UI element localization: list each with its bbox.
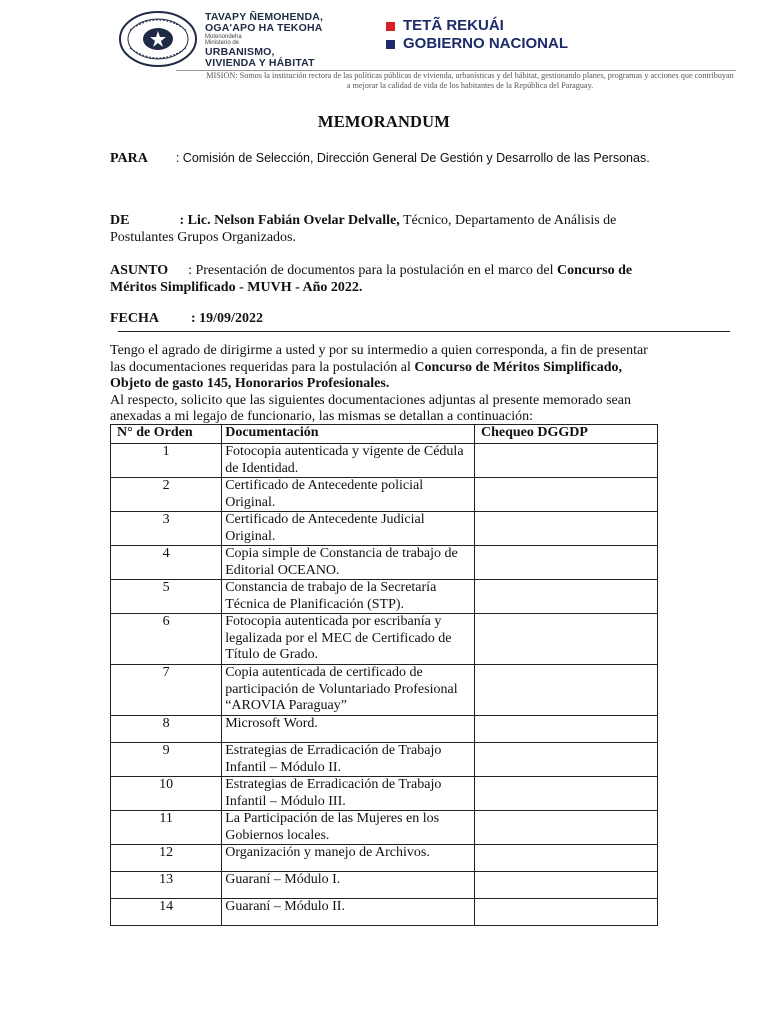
table-row <box>111 777 658 811</box>
order-number-cell: 10 <box>111 777 222 811</box>
documentation-cell: Estrategias de Erradicación de Trabajo Infantil – Módulo III. <box>222 777 475 811</box>
fecha-value: : 19/09/2022 <box>191 311 263 326</box>
order-number-cell: 9 <box>111 743 222 777</box>
documentation-cell: Guaraní – Módulo II. <box>222 899 475 926</box>
asunto-bold: Concurso de Méritos Simplificado - MUVH - Año 2022. <box>110 263 633 295</box>
body-p1: Tengo el agrado de dirigirme a usted y por su intermedio a quien corresponda, a fin de presentar las documentaciones requeridas para la postulación al <box>110 343 648 375</box>
letterhead <box>0 0 768 100</box>
documentation-cell: Organización y manejo de Archivos. <box>222 845 475 872</box>
table-row <box>111 899 658 926</box>
order-number-cell: 7 <box>111 665 222 716</box>
de-field <box>110 212 665 246</box>
check-cell <box>474 899 657 926</box>
gov-line-1: TETÃ REKUÁI <box>403 17 504 34</box>
order-number-cell: 5 <box>111 580 222 614</box>
documentation-cell: Fotocopia autenticada por escribanía y legalizada por el MEC de Certificado de Título de Grado. <box>222 614 475 665</box>
order-number-cell: 14 <box>111 899 222 926</box>
table-row <box>111 665 658 716</box>
de-name: Lic. Nelson Fabián Ovelar Delvalle, <box>187 213 400 228</box>
de-colon: : <box>179 213 185 228</box>
table-row <box>111 872 658 899</box>
ministry-logo-text <box>205 12 375 69</box>
check-cell <box>474 872 657 899</box>
check-cell <box>474 580 657 614</box>
para-label: PARA <box>110 151 148 166</box>
para-value: : Comisión de Selección, Dirección General De Gestión y Desarrollo de las Personas. <box>175 151 650 165</box>
government-logo <box>386 17 646 53</box>
de-label: DE <box>110 213 130 228</box>
check-cell <box>474 478 657 512</box>
table-row <box>111 614 658 665</box>
table-row <box>111 716 658 743</box>
order-number-cell: 3 <box>111 512 222 546</box>
check-cell <box>474 716 657 743</box>
table-row <box>111 580 658 614</box>
blue-square-icon <box>386 40 395 49</box>
documentation-cell: Certificado de Antecedente policial Original. <box>222 478 475 512</box>
ministry-small-2: Ministerio de <box>205 40 240 47</box>
check-cell <box>474 614 657 665</box>
table-row <box>111 546 658 580</box>
table-header-row <box>111 425 658 444</box>
order-number-cell: 8 <box>111 716 222 743</box>
order-number-cell: 2 <box>111 478 222 512</box>
order-number-cell: 12 <box>111 845 222 872</box>
order-number-cell: 4 <box>111 546 222 580</box>
col-header-check: Chequeo DGGDP <box>474 425 657 444</box>
documentation-cell: Estrategias de Erradicación de Trabajo Infantil – Módulo II. <box>222 743 475 777</box>
table-row <box>111 512 658 546</box>
order-number-cell: 11 <box>111 811 222 845</box>
documentation-cell: La Participación de las Mujeres en los Gobiernos locales. <box>222 811 475 845</box>
documentation-cell: Constancia de trabajo de la Secretaría Técnica de Planificación (STP). <box>222 580 475 614</box>
check-cell <box>474 512 657 546</box>
fecha-field <box>110 310 665 327</box>
col-header-documentation: Documentación <box>222 425 475 444</box>
ministry-line-2: OGA'APO HA TEKOHA <box>205 22 323 35</box>
order-number-cell: 1 <box>111 444 222 478</box>
check-cell <box>474 777 657 811</box>
table-row <box>111 811 658 845</box>
ministry-line-4: VIVIENDA Y HÁBITAT <box>205 56 315 69</box>
documents-table <box>110 424 658 926</box>
ministry-line-1: TAVAPY ÑEMOHENDA, <box>205 11 324 23</box>
memo-body <box>110 343 662 426</box>
ministry-line-3: URBANISMO, <box>205 45 275 58</box>
check-cell <box>474 444 657 478</box>
body-p1-bold: Concurso de Méritos Simplificado, Objeto de gasto 145, Honorarios Profesionales. <box>110 359 623 391</box>
documentation-cell: Certificado de Antecedente Judicial Original. <box>222 512 475 546</box>
table-row <box>111 845 658 872</box>
check-cell <box>474 665 657 716</box>
documentation-cell: Copia simple de Constancia de trabajo de Editorial OCEANO. <box>222 546 475 580</box>
check-cell <box>474 845 657 872</box>
documentation-cell: Copia autenticada de certificado de participación de Voluntariado Profesional “AROVIA Paraguay” <box>222 665 475 716</box>
memo-title: MEMORANDUM <box>317 112 451 131</box>
asunto-field <box>110 262 665 296</box>
ministry-small-1: Motenondeha <box>205 34 242 41</box>
check-cell <box>474 743 657 777</box>
paraguay-seal-logo <box>118 10 198 68</box>
gov-line-2: GOBIERNO NACIONAL <box>403 35 568 52</box>
asunto-label: ASUNTO <box>110 263 169 278</box>
mission-statement: MISION: Somos la institución rectora de las políticas públicas de vivienda, urbanísticas y del hábitat, gestionando planes, programas y acciones que contribuyan a mejorar la calidad de vida de los habitantes de la República del Paraguay. <box>206 71 734 90</box>
fecha-label: FECHA <box>110 311 159 326</box>
asunto-value: : Presentación de documentos para la postulación en el marco del <box>188 263 558 278</box>
order-number-cell: 6 <box>111 614 222 665</box>
check-cell <box>474 546 657 580</box>
memo-divider <box>118 331 730 332</box>
table-row <box>111 444 658 478</box>
documentation-cell: Microsoft Word. <box>222 716 475 743</box>
red-square-icon <box>386 22 395 31</box>
table-row <box>111 478 658 512</box>
table-row <box>111 743 658 777</box>
col-header-order: N° de Orden <box>111 425 222 444</box>
para-field <box>110 150 665 167</box>
documentation-cell: Fotocopia autenticada y vigente de Cédula de Identidad. <box>222 444 475 478</box>
check-cell <box>474 811 657 845</box>
body-p2: Al respecto, solicito que las siguientes documentaciones adjuntas al presente memorado sean anexadas a mi legajo de funcionario, las mismas se detallan a continuación: <box>110 392 631 424</box>
documentation-cell: Guaraní – Módulo I. <box>222 872 475 899</box>
order-number-cell: 13 <box>111 872 222 899</box>
de-rest: Técnico, Departamento de Análisis de Postulantes Grupos Organizados. <box>110 213 617 245</box>
